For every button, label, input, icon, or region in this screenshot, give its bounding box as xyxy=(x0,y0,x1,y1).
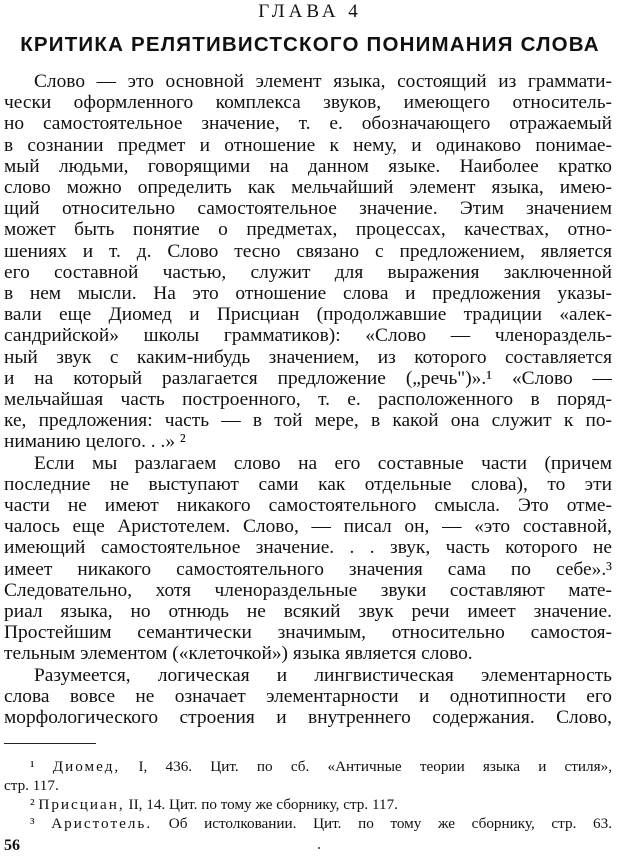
text-line: шениях и т. д. Слово тесно связано с предложением, является xyxy=(4,240,612,262)
text-line: мый людьми, говорящими на данном языке. Наиболее кратко xyxy=(4,155,612,177)
footnote-marker: ² xyxy=(30,796,39,813)
text-line: риал языка, но отнюдь не всякий звук речи имеет значение. xyxy=(4,601,612,622)
text-line: щий относительно самостоятельное значение. Этим значением xyxy=(4,198,612,220)
text-line: вали еще Диомед и Присциан (продолжавшие традиции «алек- xyxy=(4,304,612,326)
footnote-author: Аристотель. xyxy=(51,815,153,832)
footnote-author: Диомед, xyxy=(52,758,121,775)
text-line: ке, предложения: часть — в той мере, в какой она служит к по- xyxy=(4,410,612,432)
text-line: слово можно определить как мельчайший элемент языка, имею- xyxy=(4,177,612,198)
footnote-text: II, 14. Цит. по тому же сборнику, стр. 117. xyxy=(128,796,398,813)
footnote-author: Присциан, xyxy=(38,796,125,813)
footnote-text: стр. 117. xyxy=(4,777,59,794)
text-line: в сознании предмет и отношение к нему, и одинаково понимае- xyxy=(4,134,612,156)
text-line: морфологического строения и внутреннего содержания. Слово, xyxy=(4,707,612,728)
chapter-title: КРИТИКА РЕЛЯТИВИСТСКОГО ПОНИМАНИЯ СЛОВА xyxy=(20,33,600,56)
text-line: но самостоятельное значение, т. е. обозначающего отражаемый xyxy=(4,113,612,135)
text-line: Следовательно, хотя членораздельные звуки составляют мате- xyxy=(4,579,612,601)
text-line: и на который разлагается предложение („речь")».¹ «Слово — xyxy=(4,367,612,389)
footnote-line xyxy=(30,795,612,815)
text-line: слова вовсе не означает элементарности и однотипности его xyxy=(4,685,612,707)
text-line: в нем мысли. На это отношение слова и предложения указы- xyxy=(4,283,612,304)
page-number: 56 xyxy=(4,837,20,854)
text-line: мельчайшая часть построенного, т. е. расположенного в поряд- xyxy=(4,389,612,410)
print-speck xyxy=(318,847,320,849)
text-line: Простейшим семантически значимым, относительно самостоя- xyxy=(4,622,612,644)
text-line: Разумеется, логическая и лингвистическая элементарность xyxy=(34,664,612,686)
text-line: Если мы разлагаем слово на его составные части (причем xyxy=(34,452,612,474)
footnote-line xyxy=(30,757,612,777)
text-line: его составной частью, служит для выражения заключенной xyxy=(4,261,612,283)
text-line: части не имеют никакого самостоятельного смысла. Это отме- xyxy=(4,495,612,516)
text-line: ный звук с каким-нибудь значением, из которого составляется xyxy=(4,346,612,368)
text-line: имеющий самостоятельное значение. . . звук, часть которого не xyxy=(4,537,612,559)
footnote-separator xyxy=(4,743,96,744)
footnote-line xyxy=(4,776,612,796)
footnote-marker: ¹ xyxy=(30,758,53,775)
text-line: ниманию целого. . .» ² xyxy=(4,431,186,453)
text-line: Слово — это основной элемент языка, состоящий из граммати- xyxy=(34,71,612,92)
text-line: чески оформленного комплекса звуков, имеющего относитель- xyxy=(4,92,612,114)
text-line: имеет никакого самостоятельного значения сама по себе».³ xyxy=(4,558,612,580)
text-line: чалось еще Аристотелем. Слово, — писал он, — «это составной, xyxy=(4,516,612,538)
text-line: последние не выступают сами как отдельные слова), то эти xyxy=(4,473,612,495)
footnote-text: Об истолковании. Цит. по тому же сборнику, стр. 63. xyxy=(168,815,612,832)
text-line: сандрийской» школы грамматиков): «Слово — членораздель- xyxy=(4,325,612,347)
footnote-text: I, 436. Цит. по сб. «Античные теории языка и стиля», xyxy=(138,758,612,775)
footnote-marker: ³ xyxy=(30,815,52,832)
chapter-label: ГЛАВА 4 xyxy=(258,1,362,22)
footnote-line xyxy=(30,814,612,834)
text-line: тельным элементом («клеточкой») языка является слово. xyxy=(4,643,473,665)
text-line: может быть понятие о предметах, процессах, качествах, отно- xyxy=(4,219,612,241)
